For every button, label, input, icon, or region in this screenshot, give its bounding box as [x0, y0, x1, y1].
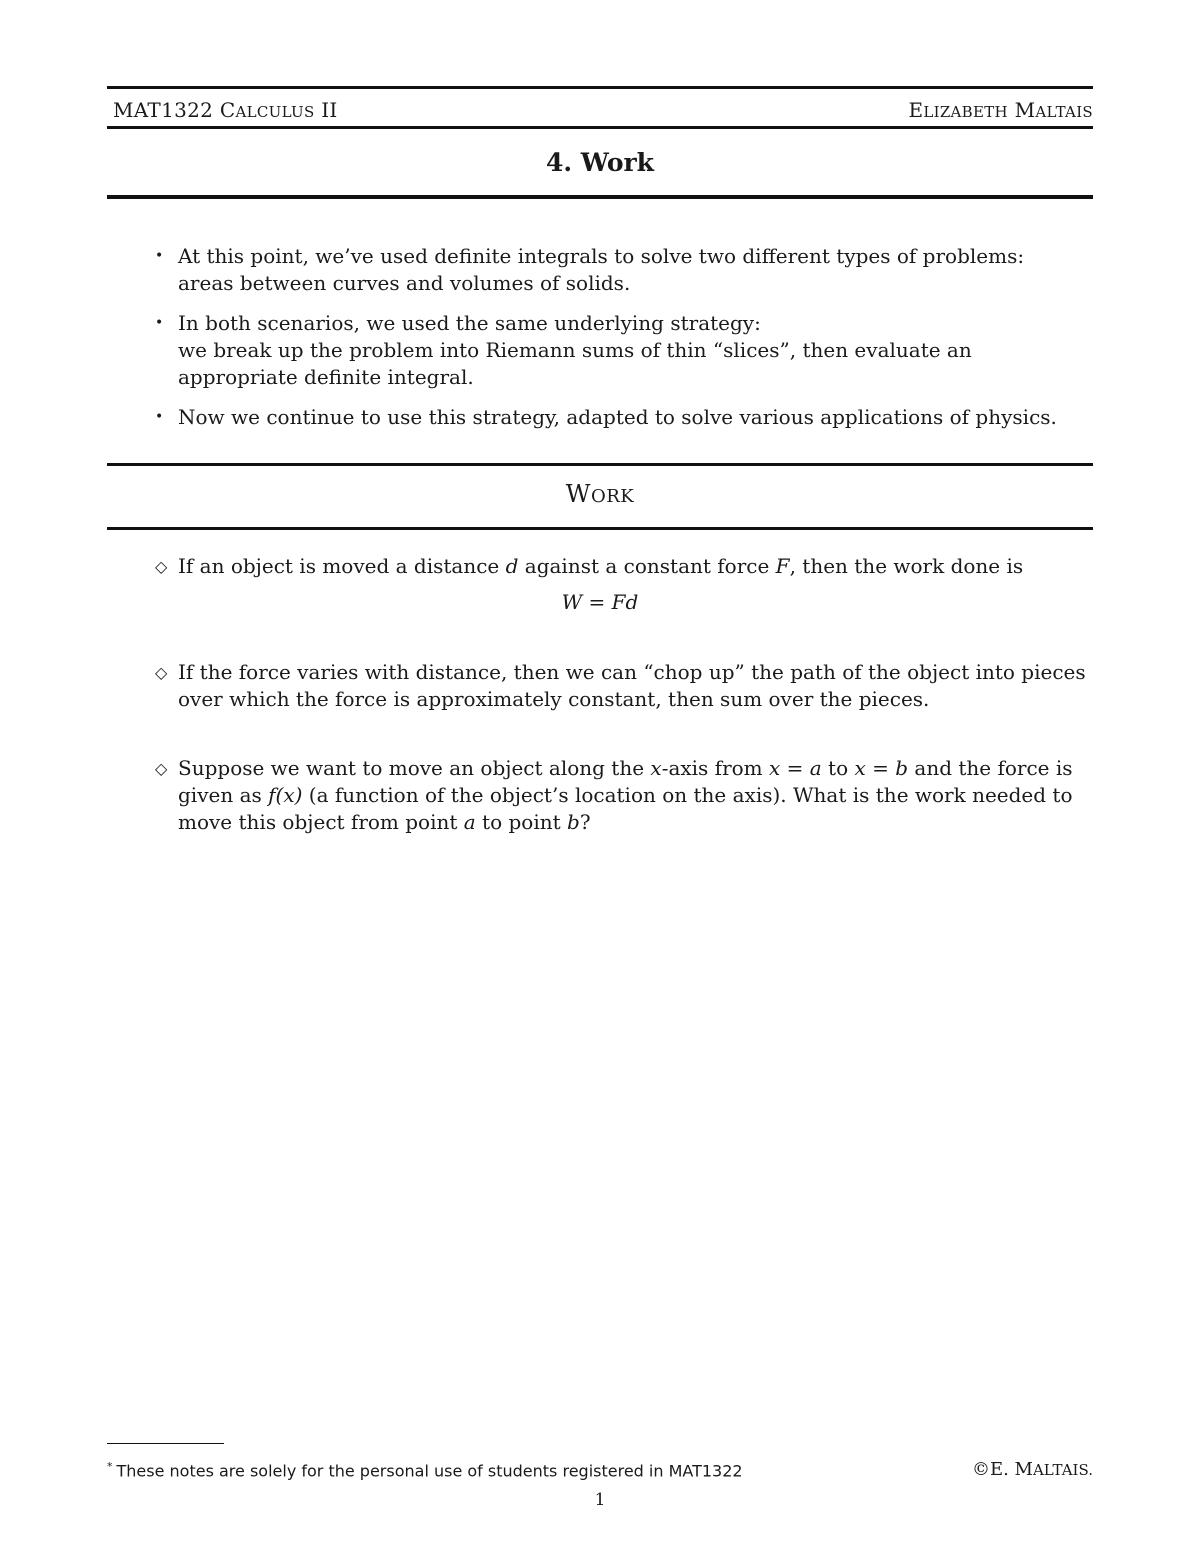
copyright-rest: ALTAIS.: [1032, 1461, 1093, 1479]
bullet-icon: •: [155, 248, 164, 264]
text-run: to point: [475, 810, 568, 834]
author-initial-last: M: [1014, 98, 1036, 122]
math-expr: x = b: [854, 756, 909, 780]
copyright-notice: [972, 1459, 1093, 1480]
work-point-question: [155, 755, 1123, 836]
course-name-roman: II: [321, 98, 338, 122]
math-var: b: [567, 810, 580, 834]
bullet-line: In both scenarios, we used the same underlying strategy:: [178, 311, 761, 335]
title-rule: [107, 195, 1093, 199]
bullet-line: appropriate definite integral.: [178, 365, 474, 389]
text-run: Suppose we want to move an object along the: [178, 756, 651, 780]
bullet-line: At this point, we’ve used definite integrals to solve two different types of problems:: [178, 244, 1025, 268]
list-item: [155, 310, 1100, 391]
math-expr: f(x): [268, 783, 303, 807]
list-item: [155, 243, 1100, 297]
section-heading: [107, 480, 1093, 508]
footnote: [107, 1460, 743, 1480]
diamond-icon: ◇: [155, 557, 168, 576]
diamond-icon: ◇: [155, 759, 168, 778]
bullet-icon: •: [155, 409, 164, 425]
section-heading-rest: ORK: [590, 486, 635, 507]
diamond-icon: ◇: [155, 663, 168, 682]
text-run: move this object from point: [178, 810, 464, 834]
author-initial-first: E: [908, 98, 924, 122]
text-run: ?: [579, 810, 591, 834]
copyright-prefix: ©E.: [971, 1459, 1015, 1480]
text-run: If an object is moved a distance: [178, 554, 506, 578]
text-run: given as: [178, 783, 269, 807]
work-point-constant-force: [155, 553, 1123, 580]
section-top-rule: [107, 463, 1093, 466]
footnote-text: These notes are solely for the personal use of students registered in MAT1322: [116, 1461, 743, 1481]
bullet-line: areas between curves and volumes of solids.: [178, 271, 631, 295]
course-name-rest: ALCULUS: [235, 103, 315, 121]
section-heading-initial: W: [565, 480, 591, 508]
copyright-initial: M: [1014, 1459, 1033, 1480]
math-var: d: [505, 554, 519, 578]
page-title: 4. Work: [545, 148, 654, 177]
author-rest-last: ALTAIS: [1035, 103, 1093, 121]
bullet-icon: •: [155, 315, 164, 331]
work-point-varying-force: [155, 659, 1123, 713]
text-run: against a constant force: [518, 554, 776, 578]
text-run: and the force is: [908, 756, 1073, 780]
text-line: over which the force is approximately constant, then sum over the pieces.: [178, 687, 930, 711]
text-line: [178, 782, 1123, 809]
text-run: (a function of the object’s location on the axis). What is the work needed to: [302, 783, 1073, 807]
text-run: to: [821, 756, 855, 780]
header-bottom-rule: [107, 126, 1093, 129]
math-expr: x = a: [769, 756, 822, 780]
footnote-marker: *: [107, 1460, 113, 1473]
math-var: F: [775, 554, 790, 578]
bullet-line: we break up the problem into Riemann sums of thin “slices”, then evaluate an: [178, 338, 972, 362]
section-bottom-rule: [107, 527, 1093, 530]
course-code: MAT1322: [113, 98, 214, 122]
work-equation: W = Fd: [561, 590, 639, 614]
course-name-initial: C: [219, 98, 236, 122]
intro-bullet-list: [155, 243, 1100, 444]
text-run: -axis from: [661, 756, 769, 780]
text-run: , then the work done is: [789, 554, 1024, 578]
header-top-rule: [107, 86, 1093, 89]
course-header: [113, 98, 338, 122]
page-number: 1: [594, 1490, 606, 1510]
math-var: a: [463, 810, 476, 834]
list-item: [155, 404, 1100, 431]
author-rest-first: LIZABETH: [923, 103, 1008, 121]
footnote-rule: [107, 1443, 224, 1444]
text-line: [178, 809, 1123, 836]
text-line: If the force varies with distance, then we can “chop up” the path of the object into pieces: [178, 660, 1086, 684]
author-header: [908, 98, 1093, 122]
bullet-line: Now we continue to use this strategy, adapted to solve various applications of physics.: [178, 405, 1057, 429]
text-line: [178, 755, 1123, 782]
math-var: x: [650, 756, 662, 780]
